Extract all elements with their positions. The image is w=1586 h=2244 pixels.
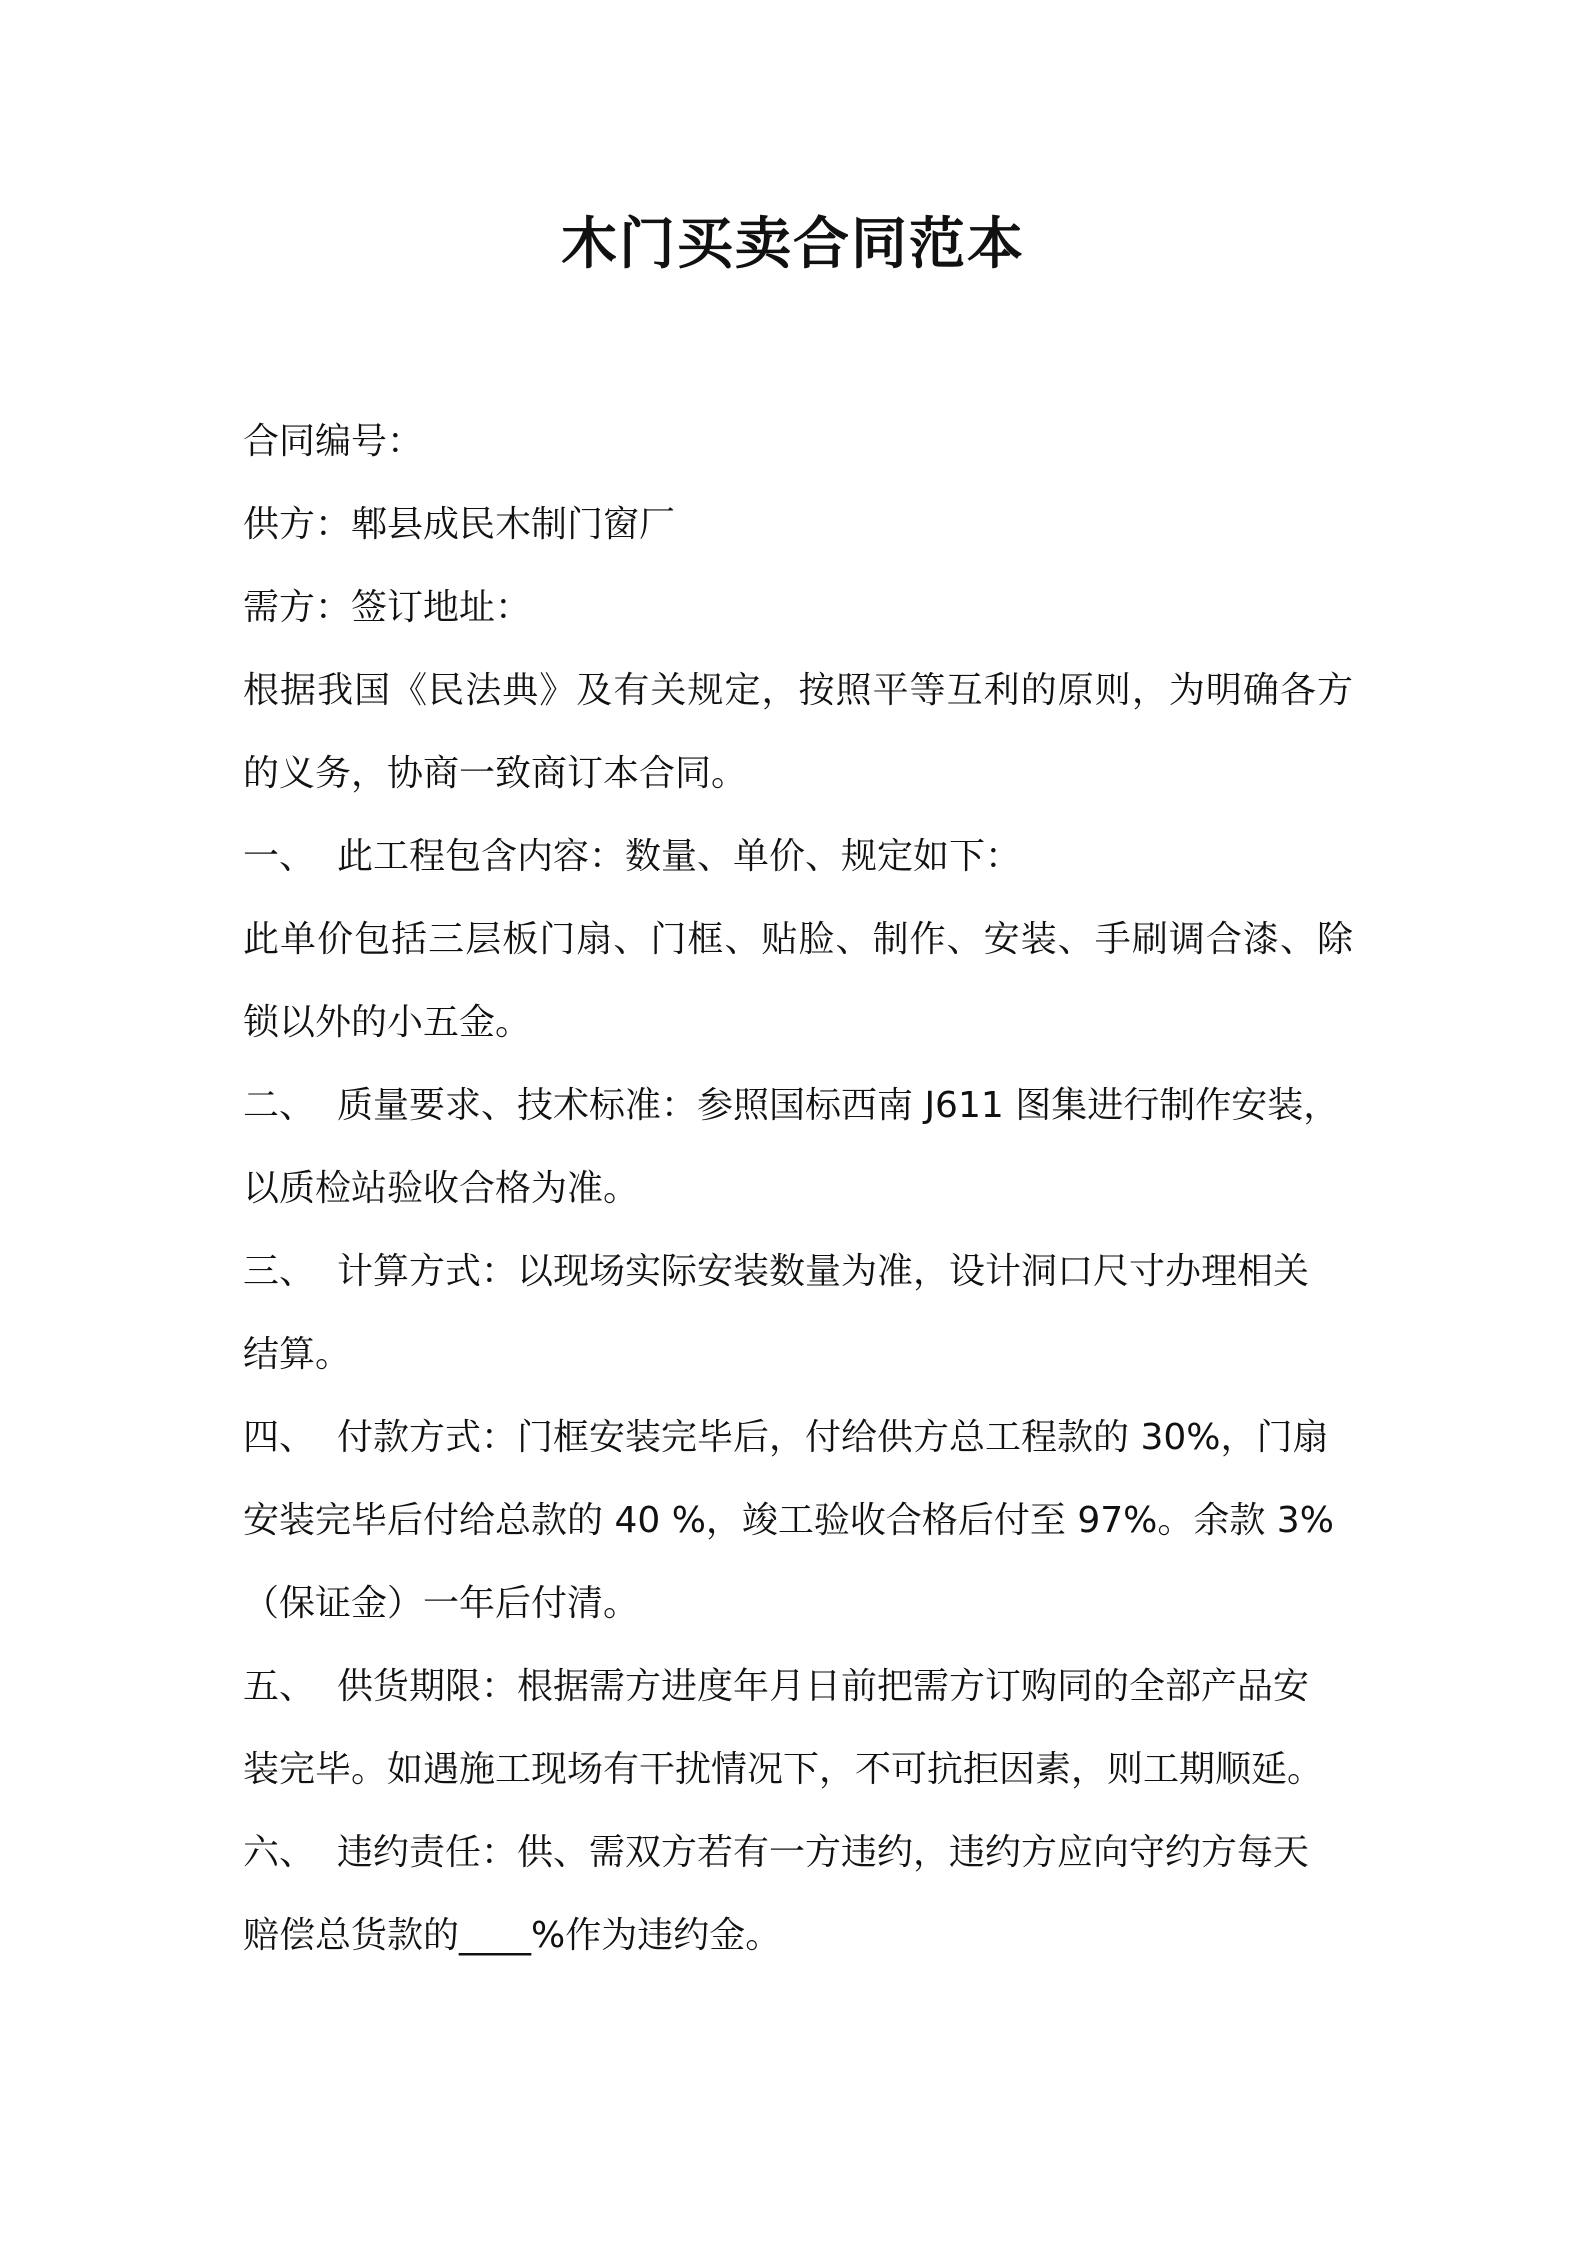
section-1-number: 一、: [243, 836, 316, 877]
section-4-number: 四、: [243, 1417, 316, 1458]
section-1-line-1: [243, 815, 1353, 898]
document-title: 木门买卖合同范本: [561, 212, 1025, 277]
section-3-number: 三、: [243, 1251, 316, 1292]
section-1b-line-2: 锁以外的小五金。: [243, 1002, 532, 1043]
section-4-line-3: （保证金）一年后付清。: [243, 1583, 640, 1624]
section-3-line-2: 结算。: [243, 1334, 352, 1375]
preamble-line-1: 根据我国《民法典》及有关规定，按照平等互利的原则，为明确各方: [243, 670, 1353, 711]
section-6-line-2: 赔偿总货款的____%作为违约金。: [243, 1915, 782, 1956]
section-5-line-2: 装完毕。如遇施工现场有干扰情况下，不可抗拒因素，则工期顺延。: [243, 1749, 1324, 1790]
buyer-line: 需方：签订地址：: [243, 587, 532, 628]
section-2-text: 质量要求、技术标准：参照国标西南 J611 图集进行制作安装，: [337, 1085, 1340, 1126]
section-6-text: 违约责任：供、需双方若有一方违约，违约方应向守约方每天: [337, 1832, 1310, 1873]
section-5-line-1: [243, 1645, 1353, 1728]
supplier-line: 供方：郫县成民木制门窗厂: [243, 504, 676, 545]
contract-number-line: 合同编号：: [243, 421, 424, 462]
section-4-line-1: [243, 1396, 1353, 1479]
section-6-number: 六、: [243, 1832, 316, 1873]
section-1b-line-1: 此单价包括三层板门扇、门框、贴脸、制作、安装、手刷调合漆、除: [243, 919, 1353, 960]
document-body: [243, 400, 1353, 1977]
section-5-number: 五、: [243, 1666, 316, 1707]
section-4-text: 付款方式：门框安装完毕后，付给供方总工程款的 30%，门扇: [337, 1417, 1329, 1458]
section-1-text: 此工程包含内容：数量、单价、规定如下：: [337, 836, 1022, 877]
section-5-text: 供货期限：根据需方进度年月日前把需方订购同的全部产品安: [337, 1666, 1310, 1707]
section-6-line-1: [243, 1811, 1353, 1894]
section-2-line-1: [243, 1064, 1353, 1147]
preamble-line-2: 的义务，协商一致商订本合同。: [243, 753, 748, 794]
section-3-text: 计算方式：以现场实际安装数量为准，设计洞口尺寸办理相关: [337, 1251, 1310, 1292]
section-3-line-1: [243, 1230, 1353, 1313]
section-2-number: 二、: [243, 1085, 316, 1126]
section-4-line-2: 安装完毕后付给总款的 40 %，竣工验收合格后付至 97%。余款 3%: [243, 1500, 1334, 1541]
section-2-line-2: 以质检站验收合格为准。: [243, 1168, 640, 1209]
